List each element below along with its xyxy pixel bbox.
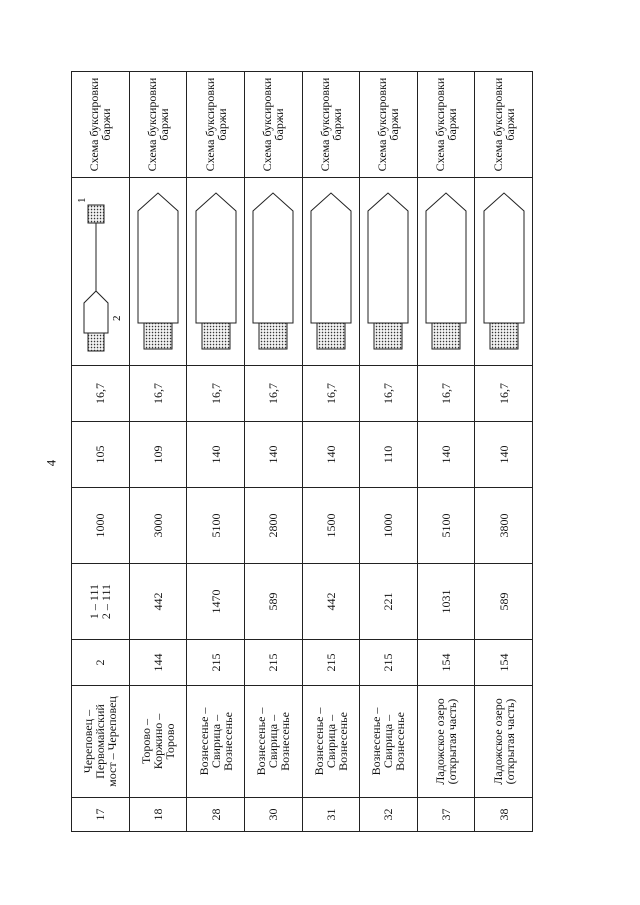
col7-cell: 16,7: [302, 366, 360, 422]
col4-cell: 442: [129, 564, 187, 640]
col4-cell: 1031: [417, 564, 475, 640]
col6-cell: 140: [187, 422, 245, 488]
col4-cell: 221: [360, 564, 418, 640]
route-cell: Торово – Коржино – Торово: [129, 686, 187, 798]
row-number: 31: [302, 798, 360, 832]
scheme-diagram-cell: [302, 178, 360, 366]
col3-cell: 144: [129, 640, 187, 686]
table-row: [475, 72, 533, 832]
col6-cell: 140: [475, 422, 533, 488]
table-row: [360, 72, 418, 832]
col3-cell: 154: [475, 640, 533, 686]
tug-boat-shape: [88, 334, 104, 352]
col6-cell: 109: [129, 422, 187, 488]
scheme-label: Схема буксировки баржи: [129, 72, 187, 178]
col5-cell: 3000: [129, 488, 187, 564]
tug-boat-shape: [317, 324, 345, 350]
tug-boat-shape: [490, 324, 518, 350]
scheme-diagram-cell: [187, 178, 245, 366]
tow-scheme-diagram: [363, 182, 413, 362]
col5-cell: 3800: [475, 488, 533, 564]
table-row: [72, 72, 130, 832]
col6-cell: 140: [417, 422, 475, 488]
row-number: 30: [244, 798, 302, 832]
col3-cell: 215: [302, 640, 360, 686]
col3-cell: 215: [360, 640, 418, 686]
scheme-diagram-cell: [129, 178, 187, 366]
page-number: 4: [43, 459, 59, 467]
table-body: [72, 72, 533, 832]
scheme-label: Схема буксировки баржи: [72, 72, 130, 178]
route-cell: Череповец – Первомайский мост – Череповец: [72, 686, 130, 798]
row-number: 37: [417, 798, 475, 832]
tug-boat-shape: [144, 324, 172, 350]
tug-boat-shape: [432, 324, 460, 350]
row-number: 38: [475, 798, 533, 832]
col5-cell: 1000: [72, 488, 130, 564]
row-number: 18: [129, 798, 187, 832]
route-cell: Ладожское озеро (открытая часть): [475, 686, 533, 798]
label-1: 1: [76, 198, 89, 204]
col7-cell: 16,7: [187, 366, 245, 422]
col6-cell: 110: [360, 422, 418, 488]
route-cell: Вознесенье – Свирица – Вознесенье: [302, 686, 360, 798]
tow-scheme-diagram: [479, 182, 529, 362]
scheme-diagram-cell: [417, 178, 475, 366]
table-row: [187, 72, 245, 832]
barge-shape: [253, 194, 293, 324]
tow-scheme-diagram: [75, 182, 125, 362]
col6-cell: 140: [244, 422, 302, 488]
row-number: 28: [187, 798, 245, 832]
tug-boat-shape: [374, 324, 402, 350]
col6-cell: 140: [302, 422, 360, 488]
table-row: [302, 72, 360, 832]
tug-boat-shape: [202, 324, 230, 350]
tow-scheme-diagram: [248, 182, 298, 362]
barge-shape: [311, 194, 351, 324]
table-row: [244, 72, 302, 832]
barge-shape: [196, 194, 236, 324]
col7-cell: 16,7: [244, 366, 302, 422]
col7-cell: 16,7: [475, 366, 533, 422]
tow-schemes-table: [71, 71, 533, 832]
barge-shape: [138, 194, 178, 324]
col3-cell: 154: [417, 640, 475, 686]
col3-cell: 215: [244, 640, 302, 686]
tow-scheme-diagram: [133, 182, 183, 362]
route-cell: Вознесенье – Свирица – Вознесенье: [187, 686, 245, 798]
col4-cell: 589: [244, 564, 302, 640]
col5-cell: 2800: [244, 488, 302, 564]
scheme-label: Схема буксировки баржи: [187, 72, 245, 178]
barge-shape: [426, 194, 466, 324]
route-cell: Вознесенье – Свирица – Вознесенье: [244, 686, 302, 798]
barge-shape: [484, 194, 524, 324]
col6-cell: 105: [72, 422, 130, 488]
towing-tug-shape: [88, 206, 104, 224]
table-row: [417, 72, 475, 832]
tow-scheme-diagram: [191, 182, 241, 362]
row-number: 32: [360, 798, 418, 832]
scheme-diagram-cell: [475, 178, 533, 366]
rotated-table-wrapper: [71, 72, 533, 832]
col4-cell: 442: [302, 564, 360, 640]
scheme-label: Схема буксировки баржи: [417, 72, 475, 178]
col4-cell: 1 – 111 2 – 111: [72, 564, 130, 640]
scheme-label: Схема буксировки баржи: [360, 72, 418, 178]
tug-boat-shape: [259, 324, 287, 350]
col5-cell: 5100: [417, 488, 475, 564]
scheme-label: Схема буксировки баржи: [302, 72, 360, 178]
route-cell: Вознесенье – Свирица – Вознесенье: [360, 686, 418, 798]
label-2: 2: [111, 316, 124, 322]
barge-shape: [84, 292, 108, 334]
scheme-label: Схема буксировки баржи: [475, 72, 533, 178]
col5-cell: 5100: [187, 488, 245, 564]
col3-cell: 215: [187, 640, 245, 686]
table-row: [129, 72, 187, 832]
col7-cell: 16,7: [360, 366, 418, 422]
scheme-diagram-cell: [360, 178, 418, 366]
scheme-diagram-cell: [72, 178, 130, 366]
barge-shape: [368, 194, 408, 324]
col4-cell: 589: [475, 564, 533, 640]
scheme-label: Схема буксировки баржи: [244, 72, 302, 178]
col7-cell: 16,7: [72, 366, 130, 422]
col7-cell: 16,7: [417, 366, 475, 422]
tow-scheme-diagram: [306, 182, 356, 362]
row-number: 17: [72, 798, 130, 832]
col4-cell: 1470: [187, 564, 245, 640]
scheme-diagram-cell: [244, 178, 302, 366]
col7-cell: 16,7: [129, 366, 187, 422]
col5-cell: 1000: [360, 488, 418, 564]
col3-cell: 2: [72, 640, 130, 686]
col5-cell: 1500: [302, 488, 360, 564]
route-cell: Ладожское озеро (открытая часть): [417, 686, 475, 798]
tow-scheme-diagram: [421, 182, 471, 362]
